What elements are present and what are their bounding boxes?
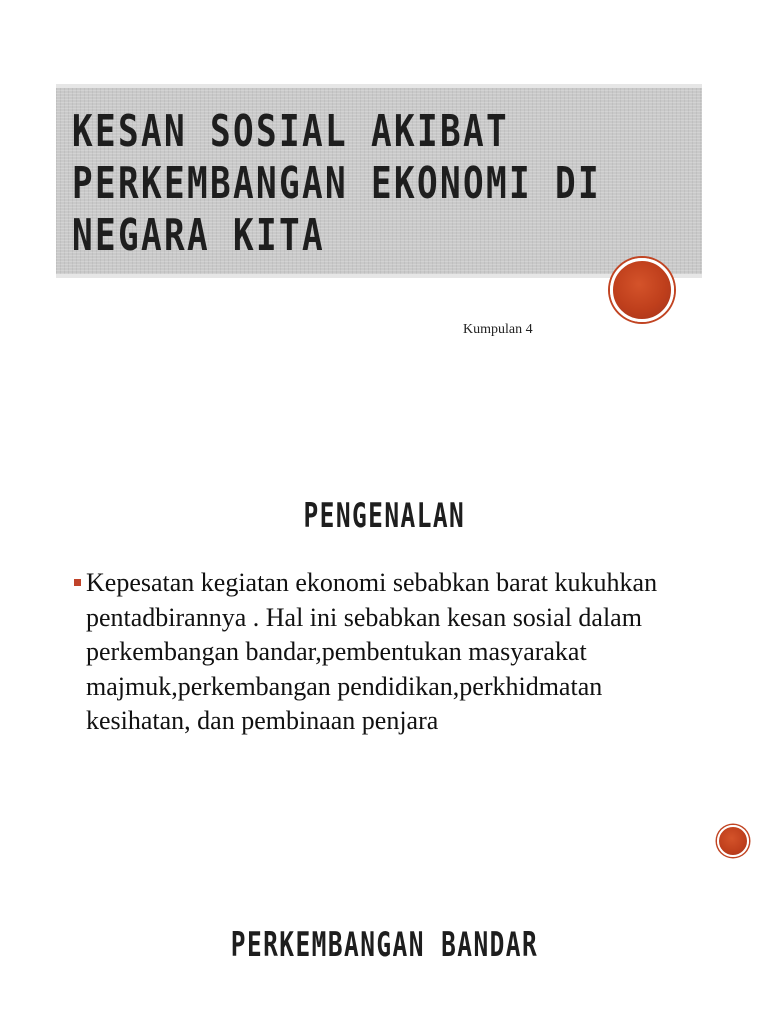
slide-title [72,106,602,262]
square-bullet-icon [74,579,81,586]
title-line: NEGARA KITA [72,210,326,261]
decorative-circle-icon [610,258,674,322]
title-line: PERKEMBANGAN EKONOMI DI [72,158,602,209]
bullet-text: Kepesatan kegiatan ekonomi sebabkan barat kukuhkan pentadbirannya . Hal ini sebabkan kesan sosial dalam perkembangan bandar,pembentukan masyarakat majmuk,perkembangan pendidikan,perkhidmatan kesihatan, dan pembinaan penjara [86,568,658,735]
title-slide [0,0,768,400]
bullet-item [72,566,712,739]
title-line: KESAN SOSIAL AKIBAT [72,106,510,157]
heading-text: PERKEMBANGAN BANDAR [230,925,538,965]
urban-development-slide [0,870,768,1024]
decorative-circle-icon [717,825,749,857]
title-banner [56,84,702,278]
section-heading [0,925,768,965]
heading-text: PENGENALAN [303,496,465,536]
slide-subtitle: Kumpulan 4 [463,322,533,337]
bullet-list [72,566,712,739]
intro-slide [0,400,768,870]
section-heading [0,496,768,536]
